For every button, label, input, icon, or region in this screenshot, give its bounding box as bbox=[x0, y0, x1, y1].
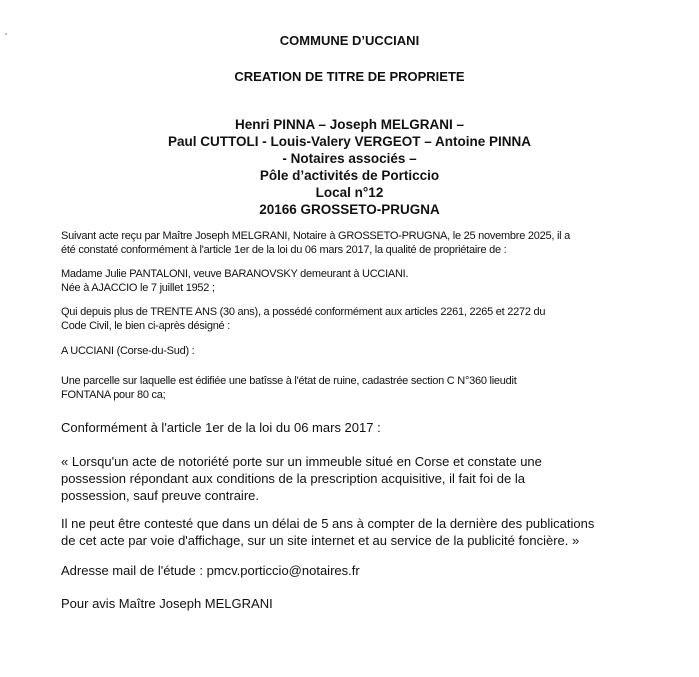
text-line: Qui depuis plus de TRENTE ANS (30 ans), a possédé conformément aux articles 2261, 2265 et 2272 du bbox=[61, 306, 546, 318]
notary-firm-block bbox=[0, 116, 699, 218]
text-line: de cet acte par voie d'affichage, sur un site internet et au service de la publicité foncière. » bbox=[61, 533, 580, 548]
text-line: « Lorsqu'un acte de notoriété porte sur un immeuble situé en Corse et constate une bbox=[61, 454, 542, 469]
document-title: CREATION DE TITRE DE PROPRIETE bbox=[234, 69, 465, 84]
owner-paragraph bbox=[61, 267, 661, 295]
intro-paragraph bbox=[61, 229, 661, 257]
text-line: Madame Julie PANTALONI, veuve BARANOVSKY demeurant à UCCIANI. bbox=[61, 268, 409, 280]
email-label: Adresse mail de l'étude : bbox=[61, 563, 207, 578]
text-line: Conformément à l'article 1er de la loi du 06 mars 2017 : bbox=[61, 420, 381, 435]
text-line: possession répondant aux conditions de la prescription acquisitive, il fait foi de la bbox=[61, 471, 525, 486]
location-paragraph bbox=[61, 344, 661, 358]
text-line: Née à AJACCIO le 7 juillet 1952 ; bbox=[61, 282, 215, 294]
firm-line: - Notaires associés – bbox=[282, 151, 417, 166]
email-address: pmcv.porticcio@notaires.fr bbox=[206, 563, 360, 578]
text-line: Suivant acte reçu par Maître Joseph MELGRANI, Notaire à GROSSETO-PRUGNA, le 25 novembre 2025, il a bbox=[61, 230, 571, 242]
firm-line: Local n°12 bbox=[315, 185, 384, 200]
law-reference bbox=[61, 419, 681, 436]
email-line bbox=[61, 562, 681, 579]
signature-text: Pour avis Maître Joseph MELGRANI bbox=[61, 596, 273, 611]
firm-line: 20166 GROSSETO-PRUGNA bbox=[259, 202, 440, 217]
firm-line: Paul CUTTOLI - Louis-Valery VERGEOT – Antoine PINNA bbox=[167, 134, 532, 149]
signature-line bbox=[61, 595, 681, 612]
text-line: Il ne peut être contesté que dans un délai de 5 ans à compter de la dernière des publications bbox=[61, 516, 595, 531]
quote-paragraph-1 bbox=[61, 453, 681, 504]
firm-line: Henri PINNA – Joseph MELGRANI – bbox=[234, 117, 465, 132]
firm-line: Pôle d’activités de Porticcio bbox=[259, 168, 440, 183]
text-line: Code Civil, le bien ci-après désigné : bbox=[61, 320, 231, 332]
text-line: possession, sauf preuve contraire. bbox=[61, 488, 259, 503]
commune-heading: COMMUNE D’UCCIANI bbox=[279, 33, 420, 48]
text-line: Une parcelle sur laquelle est édifiée une batîsse à l'état de ruine, cadastrée section C N°360 lieudit bbox=[61, 375, 517, 387]
parcel-paragraph bbox=[61, 374, 661, 402]
text-line: A UCCIANI (Corse-du-Sud) : bbox=[61, 345, 195, 357]
quote-paragraph-2 bbox=[61, 515, 681, 549]
text-line: FONTANA pour 80 ca; bbox=[61, 389, 166, 401]
possession-paragraph bbox=[61, 305, 661, 333]
text-line: été constaté conformément à l'article 1er de la loi du 06 mars 2017, la qualité de propriétaire de : bbox=[61, 244, 507, 256]
